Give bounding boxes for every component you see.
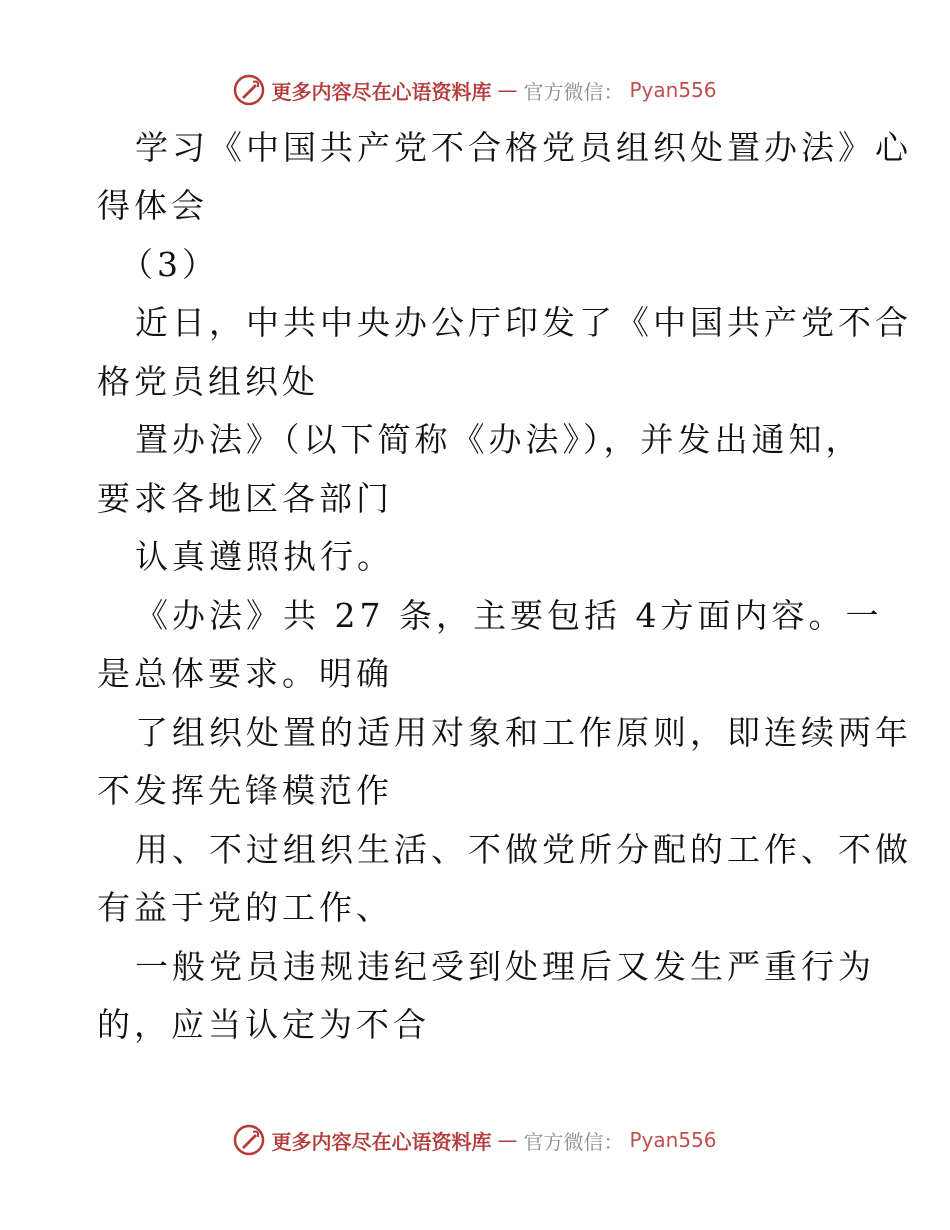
text-line: 得体会	[97, 186, 208, 225]
text-line: 格党员组织处	[97, 362, 319, 401]
text-line: 近日，中共中央办公厅印发了《中国共产党不合	[135, 303, 912, 342]
text-line: 学习《中国共产党不合格党员组织处置办法》心	[135, 128, 912, 167]
watermark-text: 更多内容尽在心语资料库	[271, 79, 492, 104]
text-line: 不发挥先锋模范作	[97, 771, 393, 810]
quill-logo-icon	[233, 74, 265, 106]
text-line: 认真遵照执行。	[135, 537, 394, 576]
watermark-id: Pyan556	[629, 1128, 717, 1152]
text-line: 《办法》共 27 条，主要包括 4方面内容。一	[135, 596, 883, 635]
text-line: （3）	[120, 245, 219, 284]
text-line: 的，应当认定为不合	[97, 1005, 430, 1044]
watermark-separator: —	[497, 78, 518, 102]
header-watermark	[0, 70, 950, 110]
quill-logo-icon	[233, 1124, 265, 1156]
watermark-id: Pyan556	[629, 78, 717, 102]
text-line: 一般党员违规违纪受到处理后又发生严重行为	[135, 947, 875, 986]
text-line: 用、不过组织生活、不做党所分配的工作、不做	[135, 830, 912, 869]
text-line: 要求各地区各部门	[97, 479, 393, 518]
text-line: 有益于党的工作、	[97, 888, 393, 927]
watermark-text: 更多内容尽在心语资料库	[271, 1129, 492, 1154]
text-line: 置办法》（以下简称《办法》），并发出通知，	[135, 420, 863, 459]
text-line: 是总体要求。明确	[97, 654, 393, 693]
watermark-official: 官方微信：	[523, 79, 624, 104]
watermark-separator: —	[497, 1128, 518, 1152]
footer-watermark	[0, 1120, 950, 1160]
text-line: 了组织处置的适用对象和工作原则，即连续两年	[135, 713, 912, 752]
watermark-official: 官方微信：	[523, 1129, 624, 1154]
